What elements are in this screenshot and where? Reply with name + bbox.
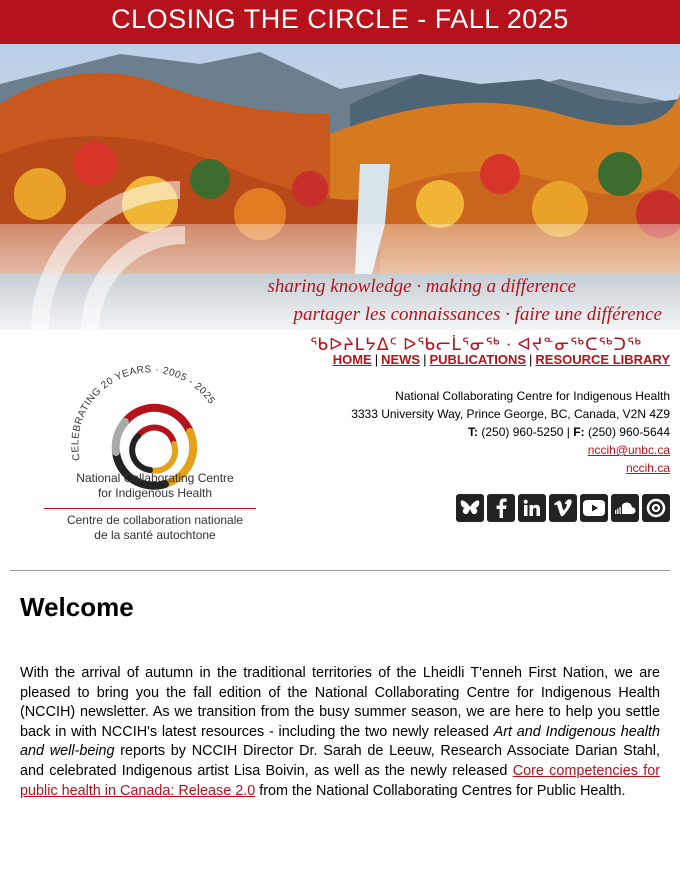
- nav-resource-library-link[interactable]: RESOURCE LIBRARY: [535, 352, 670, 367]
- logo-name-english: [40, 471, 270, 501]
- contact-block: [351, 387, 670, 477]
- logo-name-french: [40, 513, 270, 543]
- logo-name-en-line2: for Indigenous Health: [97, 486, 213, 500]
- welcome-text-part1: With the arrival of autumn in the traditional territories of the Lheidli T'enneh First Nation, we are pleased to bring you the fall edition of the National Collaborating Centre for Indigenous Health (NCCIH) newsletter. As we transition from the busy summer season, we are here to help you settle back in with NCCIH's latest resources - including the two newly released: [20, 665, 660, 740]
- logo-name-fr-line1: Centre de collaboration nationale: [66, 513, 244, 527]
- tagline-french: partager les connaissances · faire une différence: [293, 304, 662, 325]
- bluesky-butterfly-icon[interactable]: [456, 494, 484, 522]
- soundcloud-icon[interactable]: [611, 494, 639, 522]
- hero-autumn-image: [0, 44, 680, 354]
- fax-label: F:: [573, 425, 585, 439]
- welcome-heading: Welcome: [20, 592, 134, 622]
- phone-label: T:: [468, 425, 479, 439]
- nav-separator: |: [423, 352, 427, 367]
- logo-name-en-line1: National Collaborating Centre: [76, 471, 234, 485]
- welcome-text-part2: reports by NCCIH Director Dr. Sarah de Leeuw, Research Associate Darian Stahl, and celebrated Indigenous artist Lisa Boivin, as well as the newly released: [20, 743, 660, 779]
- youtube-icon[interactable]: [580, 494, 608, 522]
- fax-number: (250) 960-5644: [587, 425, 670, 439]
- website-link[interactable]: nccih.ca: [625, 461, 670, 475]
- tagline-syllabics: ᖃᐅᔨᒪᔭᐃᑦ ᐅᖃᓕᒫᕐᓂᖅ · ᐊᔪᓐᓂᖅᑕᖅᑐᖅ: [310, 335, 642, 354]
- nav-publications-link[interactable]: PUBLICATIONS: [429, 352, 527, 367]
- vimeo-icon[interactable]: [549, 494, 577, 522]
- logo-name-fr-line2: de la santé autochtone: [94, 528, 216, 542]
- org-name: National Collaborating Centre for Indigenous Health: [395, 389, 670, 403]
- newsletter-banner: [0, 0, 680, 44]
- top-nav: [333, 352, 670, 367]
- email-link[interactable]: nccih@unbc.ca: [587, 443, 670, 457]
- nav-home-link[interactable]: HOME: [332, 352, 372, 367]
- section-divider: [10, 570, 670, 571]
- nav-separator: |: [529, 352, 533, 367]
- facebook-icon[interactable]: [487, 494, 515, 522]
- org-address: 3333 University Way, Prince George, BC, Canada, V2N 4Z9: [351, 407, 670, 421]
- phone-fax-separator: |: [566, 425, 570, 439]
- logo-arc-text: CELEBRATING 20 YEARS · 2005 - 2025: [70, 364, 217, 462]
- linkedin-icon[interactable]: [518, 494, 546, 522]
- welcome-text-part3: from the National Collaborating Centres for Public Health.: [255, 782, 626, 799]
- newsletter-title: CLOSING THE CIRCLE - FALL 2025: [111, 4, 569, 34]
- core-competencies-link[interactable]: Core competencies for public health in Canada: Release 2.0: [20, 762, 660, 799]
- issuu-icon[interactable]: [642, 494, 670, 522]
- phone-fax-line: [351, 423, 670, 441]
- phone-number: (250) 960-5250: [481, 425, 564, 439]
- nav-news-link[interactable]: NEWS: [381, 352, 421, 367]
- logo-divider: [44, 508, 256, 509]
- tagline-english: sharing knowledge · making a difference: [267, 276, 576, 297]
- art-indigenous-health-title: Art and Indigenous health and well-being: [20, 723, 660, 760]
- nav-separator: |: [374, 352, 379, 367]
- social-links: [456, 494, 670, 522]
- welcome-paragraph: [20, 664, 660, 801]
